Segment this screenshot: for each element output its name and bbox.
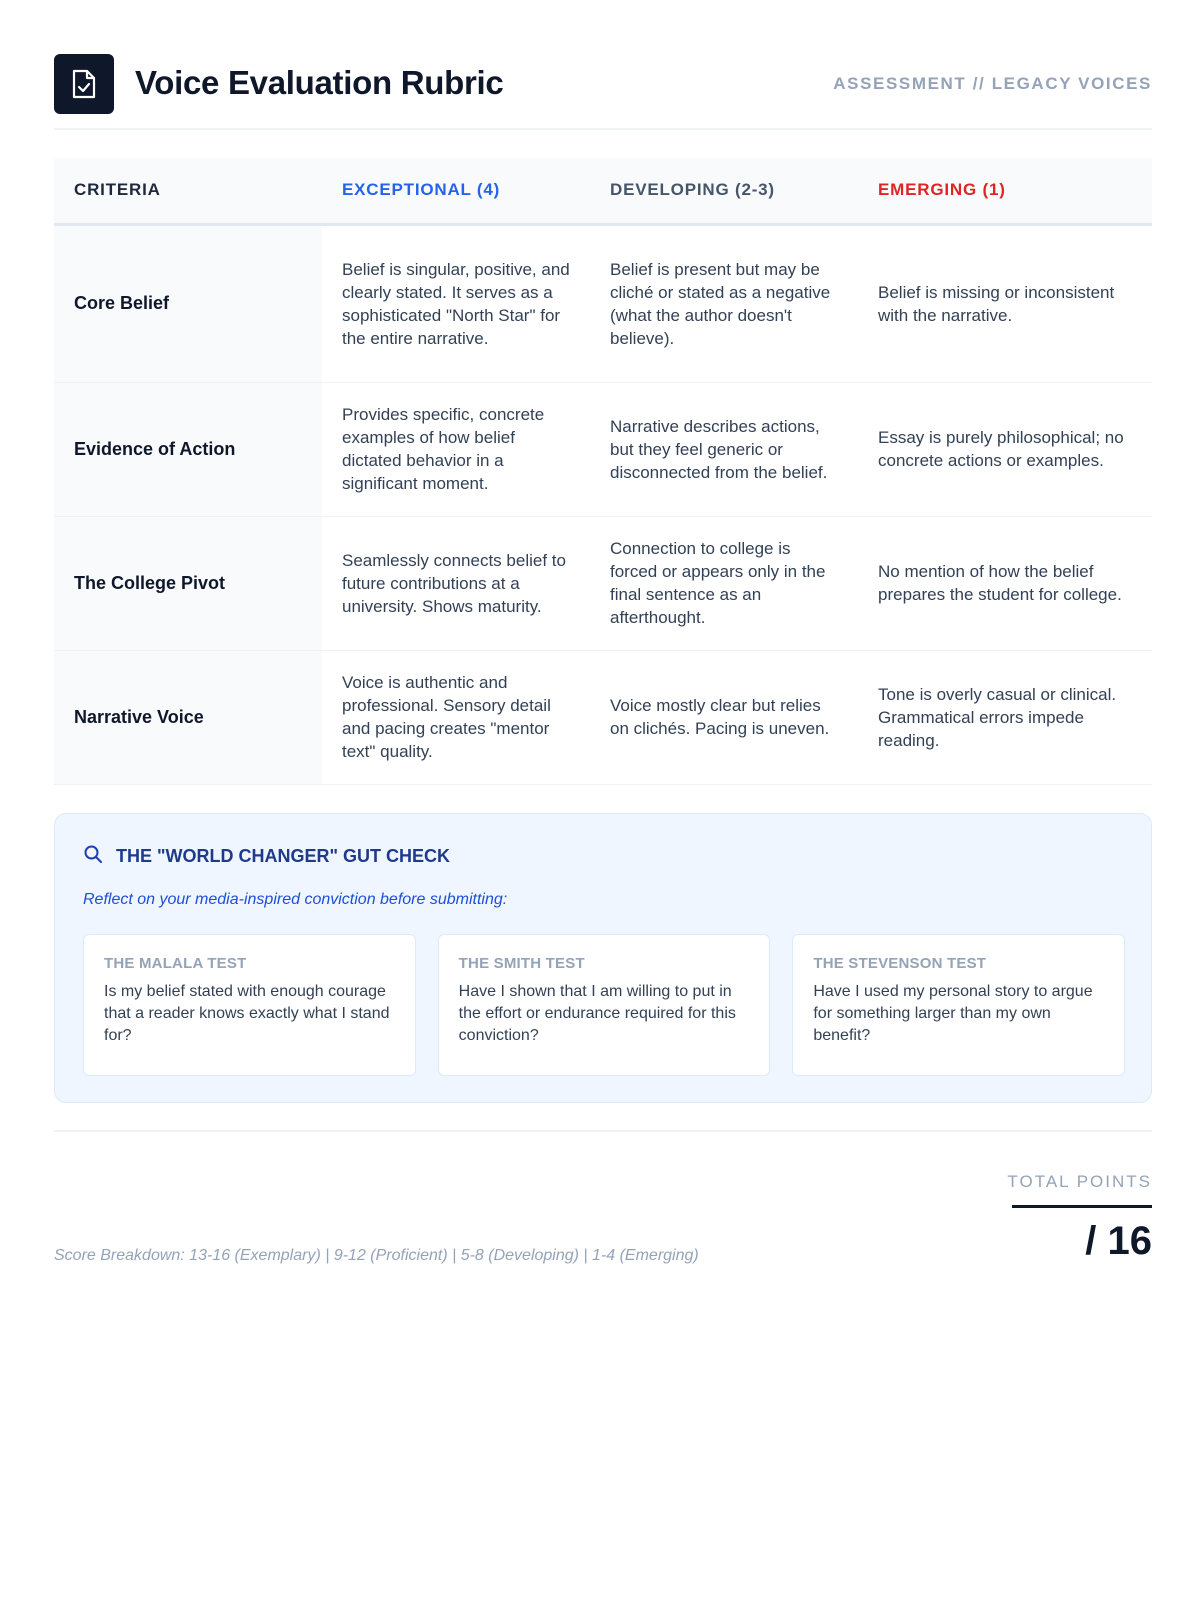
page-title: Voice Evaluation Rubric [135, 64, 504, 101]
column-header-emerging: EMERGING (1) [858, 158, 1152, 224]
rubric-page [54, 0, 1152, 1264]
search-icon [83, 844, 103, 869]
test-card-label: THE SMITH TEST [458, 955, 585, 972]
test-card [83, 934, 416, 1076]
gut-check-subtitle: Reflect on your media-inspired conviction before submitting: [83, 891, 508, 908]
document-check-icon [54, 54, 114, 114]
test-card-question: Have I used my personal story to argue for something larger than my own benefit? [813, 983, 1093, 1044]
emerging-cell: Tone is overly casual or clinical. Grammatical errors impede reading. [858, 650, 1152, 784]
footer-divider [54, 1130, 1152, 1132]
criteria-cell: Narrative Voice [54, 650, 322, 784]
test-card-question: Have I shown that I am willing to put in the effort or endurance required for this conviction? [458, 983, 736, 1044]
criteria-cell: Core Belief [54, 224, 322, 382]
test-card [792, 934, 1125, 1076]
table-header-row [54, 158, 1152, 224]
exceptional-cell: Voice is authentic and professional. Sensory detail and pacing creates "mentor text" quality. [322, 650, 590, 784]
column-header-developing: DEVELOPING (2-3) [590, 158, 858, 224]
test-card-label: THE MALALA TEST [104, 955, 247, 972]
gut-check-panel [54, 813, 1152, 1103]
developing-cell: Connection to college is forced or appears only in the final sentence as an afterthought. [590, 516, 858, 650]
table-row [54, 224, 1152, 382]
total-points-value: / 16 [1085, 1219, 1152, 1263]
developing-cell: Narrative describes actions, but they feel generic or disconnected from the belief. [590, 382, 858, 516]
exceptional-cell: Seamlessly connects belief to future contributions at a university. Shows maturity. [322, 516, 590, 650]
total-points-rule [1012, 1205, 1152, 1208]
gut-check-cards [83, 934, 1125, 1076]
criteria-cell: Evidence of Action [54, 382, 322, 516]
emerging-cell: Belief is missing or inconsistent with the narrative. [858, 224, 1152, 382]
test-card [438, 934, 771, 1076]
developing-cell: Voice mostly clear but relies on clichés. Pacing is uneven. [590, 650, 858, 784]
header-tag: ASSESSMENT // LEGACY VOICES [833, 74, 1152, 93]
table-row [54, 650, 1152, 784]
table-row [54, 382, 1152, 516]
test-card-label: THE STEVENSON TEST [813, 955, 987, 972]
table-row [54, 516, 1152, 650]
exceptional-cell: Belief is singular, positive, and clearly stated. It serves as a sophisticated "North Star" for the entire narrative. [322, 224, 590, 382]
column-header-exceptional: EXCEPTIONAL (4) [322, 158, 590, 224]
page-header [54, 0, 1152, 130]
column-header-criteria: CRITERIA [54, 158, 322, 224]
gut-check-title: THE "WORLD CHANGER" GUT CHECK [116, 846, 451, 866]
rubric-table [54, 158, 1152, 785]
total-points-label: TOTAL POINTS [1007, 1172, 1152, 1191]
developing-cell: Belief is present but may be cliché or stated as a negative (what the author doesn't believe). [590, 224, 858, 382]
emerging-cell: Essay is purely philosophical; no concrete actions or examples. [858, 382, 1152, 516]
score-breakdown: Score Breakdown: 13-16 (Exemplary) | 9-12 (Proficient) | 5-8 (Developing) | 1-4 (Emerging) [54, 1247, 699, 1264]
emerging-cell: No mention of how the belief prepares the student for college. [858, 516, 1152, 650]
criteria-cell: The College Pivot [54, 516, 322, 650]
gut-check-header [83, 844, 450, 869]
test-card-question: Is my belief stated with enough courage that a reader knows exactly what I stand for? [104, 983, 390, 1044]
exceptional-cell: Provides specific, concrete examples of how belief dictated behavior in a significant moment. [322, 382, 590, 516]
